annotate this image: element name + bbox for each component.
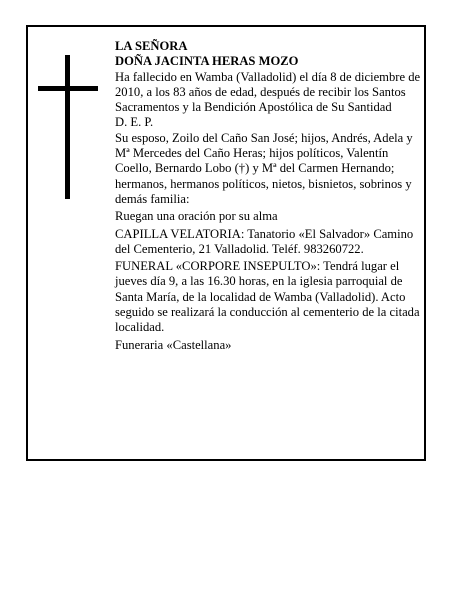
family-list: Su esposo, Zoilo del Caño San José; hijos, Andrés, Adela y Mª Mercedes del Caño Heras; hijos políticos, Valentín Coello, Bernardo Lobo (†) y Mª del Carmen Hernando; hermanos, hermanos políticos, nietos, bisnietos, sobrinos y demás familia:: [115, 130, 413, 206]
notice-text: [115, 39, 427, 353]
cross-vertical-bar: [65, 55, 70, 199]
notice-title-name: DOÑA JACINTA HERAS MOZO: [115, 54, 299, 69]
notice-title-honorific: LA SEÑORA: [115, 39, 188, 53]
prayer-request: Ruegan una oración por su alma: [115, 209, 278, 224]
funeral-info: FUNERAL «CORPORE INSEPULTO»: Tendrá lugar el jueves día 9, a las 16.30 horas, en la iglesia parroquial de Santa María, de la localidad de Wamba (Valladolid). Acto seguido se realizará la conducción al cementerio de la citada localidad.: [115, 259, 420, 335]
funeral-home: Funeraria «Castellana»: [115, 337, 232, 352]
chapel-info: CAPILLA VELATORIA: Tanatorio «El Salvador» Camino del Cementerio, 21 Valladolid. Teléf. 983260722.: [115, 226, 414, 256]
cross-horizontal-bar: [38, 86, 98, 91]
obituary-notice: [26, 25, 426, 461]
death-announcement: Ha fallecido en Wamba (Valladolid) el día 8 de diciembre de 2010, a los 83 años de edad, después de recibir los Santos Sacramentos y la Bendición Apostólica de Su Santidad: [115, 69, 421, 115]
latin-cross-icon: [38, 55, 98, 199]
dep-abbreviation: D. E. P.: [115, 115, 154, 130]
